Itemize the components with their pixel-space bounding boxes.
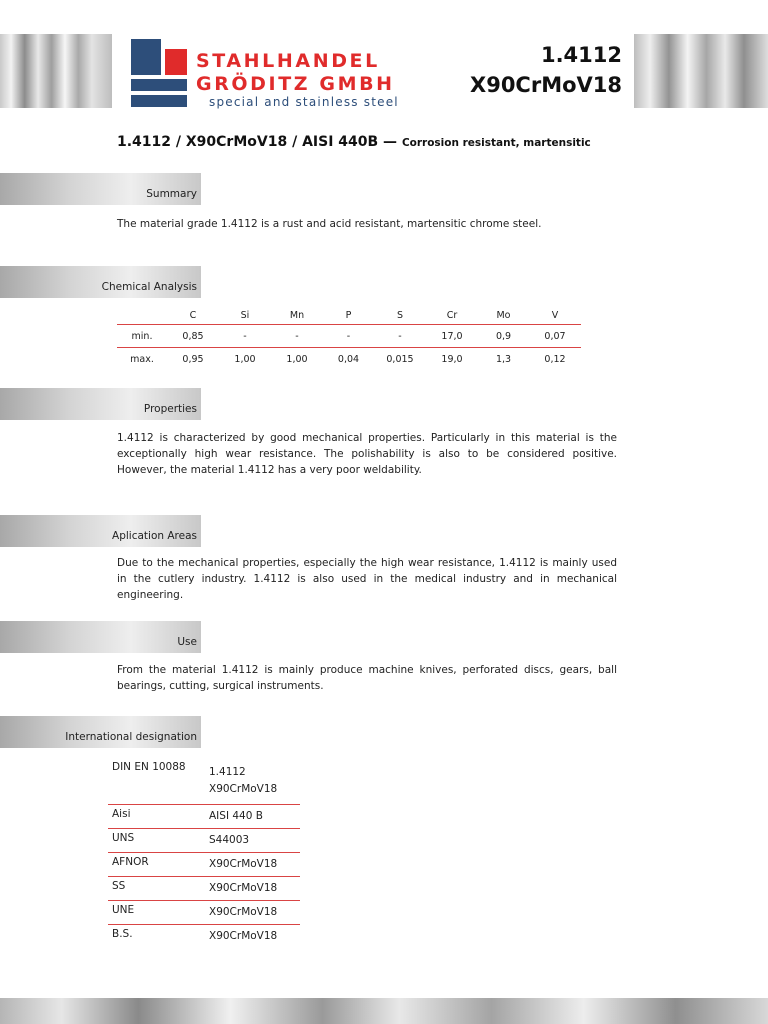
table-cell: - — [219, 325, 271, 348]
section-header-application — [0, 515, 201, 547]
company-logo — [131, 39, 401, 111]
company-name-line2: GRÖDITZ GMBH — [196, 73, 395, 95]
section-label: International designation — [65, 731, 197, 743]
designation-key: Aisi — [108, 805, 205, 829]
designation-value: X90CrMoV18 — [205, 853, 300, 877]
table-row — [108, 925, 300, 949]
table-row — [108, 901, 300, 925]
table-header: Mn — [271, 306, 323, 325]
designation-key: B.S. — [112, 928, 133, 940]
table-cell: 0,85 — [167, 325, 219, 348]
designation-value: AISI 440 B — [205, 805, 300, 829]
page-title-main: 1.4112 / X90CrMoV18 / AISI 440B — — [117, 134, 398, 150]
din-value-1: 1.4112 — [209, 766, 246, 778]
summary-text: The material grade 1.4112 is a rust and acid resistant, martensitic chrome steel. — [117, 218, 542, 230]
company-name-line1: STAHLHANDEL — [196, 50, 380, 72]
header-steel-banner-right — [634, 34, 768, 108]
table-header — [117, 306, 167, 325]
designation-value — [205, 758, 300, 805]
table-cell: 0,12 — [544, 353, 566, 365]
table-cell: - — [374, 325, 426, 348]
logo-block-blue — [131, 39, 161, 75]
section-header-properties — [0, 388, 201, 420]
designation-key: SS — [108, 877, 205, 901]
table-row — [108, 853, 300, 877]
table-cell: 1,3 — [495, 353, 512, 365]
table-header: V — [529, 306, 581, 325]
chemical-analysis-table — [117, 306, 581, 370]
table-cell: 0,07 — [529, 325, 581, 348]
din-value-2: X90CrMoV18 — [209, 783, 278, 795]
logo-block-red — [165, 49, 187, 75]
table-cell: min. — [117, 325, 167, 348]
table-row — [108, 758, 300, 805]
company-tagline: special and stainless steel — [209, 95, 399, 109]
table-cell: - — [323, 325, 374, 348]
application-text: Due to the mechanical properties, especially the high wear resistance, 1.4112 is mainly used in the cutlery industry. 1.4112 is also used in the medical industry and in mechanical engineering. — [117, 557, 617, 601]
section-label: Use — [177, 636, 197, 648]
designation-value: X90CrMoV18 — [209, 930, 278, 942]
table-row-max — [117, 348, 581, 371]
table-header: S — [374, 306, 426, 325]
use-text: From the material 1.4112 is mainly produce machine knives, perforated discs, gears, ball bearings, cutting, surgical instruments. — [117, 664, 617, 692]
table-cell: max. — [130, 353, 154, 365]
table-header: Mo — [478, 306, 529, 325]
table-cell: 1,00 — [234, 353, 256, 365]
designation-value: X90CrMoV18 — [205, 901, 300, 925]
designation-value: S44003 — [205, 829, 300, 853]
footer-steel-banner — [0, 998, 768, 1024]
table-cell: 1,00 — [286, 353, 308, 365]
section-header-chemical — [0, 266, 201, 298]
table-row — [108, 829, 300, 853]
table-cell: 0,95 — [182, 353, 204, 365]
table-header: P — [323, 306, 374, 325]
section-label: Aplication Areas — [112, 530, 197, 542]
table-header: Cr — [426, 306, 478, 325]
material-grade: X90CrMoV18 — [470, 73, 622, 97]
section-label: Properties — [143, 403, 197, 415]
material-code: 1.4112 — [540, 43, 622, 67]
table-cell: - — [271, 325, 323, 348]
designation-value: X90CrMoV18 — [205, 877, 300, 901]
table-header: Si — [219, 306, 271, 325]
properties-text: 1.4112 is characterized by good mechanical properties. Particularly in this material is the exceptionally high wear resistance. The polishability is also to be considered positive. However, the material 1.4112 has a very poor weldability. — [117, 432, 617, 476]
designation-table — [108, 758, 300, 948]
designation-key: DIN EN 10088 — [108, 758, 205, 805]
page-title — [117, 134, 591, 150]
table-cell: 0,9 — [478, 325, 529, 348]
table-cell: 19,0 — [441, 353, 463, 365]
table-row — [108, 805, 300, 829]
designation-key: UNS — [108, 829, 205, 853]
table-header: C — [167, 306, 219, 325]
table-cell: 17,0 — [426, 325, 478, 348]
table-cell: 0,015 — [386, 353, 414, 365]
section-header-use — [0, 621, 201, 653]
header-steel-banner-left — [0, 34, 112, 108]
logo-bar-2 — [131, 95, 187, 107]
table-cell: 0,04 — [337, 353, 360, 365]
table-row — [108, 877, 300, 901]
designation-key: AFNOR — [108, 853, 205, 877]
section-label: Summary — [146, 188, 197, 200]
section-label: Chemical Analysis — [101, 281, 197, 293]
table-row-min — [117, 325, 581, 348]
material-header — [470, 40, 622, 100]
section-header-summary — [0, 173, 201, 205]
designation-key: UNE — [108, 901, 205, 925]
page-title-sub: Corrosion resistant, martensitic — [401, 137, 591, 149]
logo-bar-1 — [131, 79, 187, 91]
section-header-designation — [0, 716, 201, 748]
